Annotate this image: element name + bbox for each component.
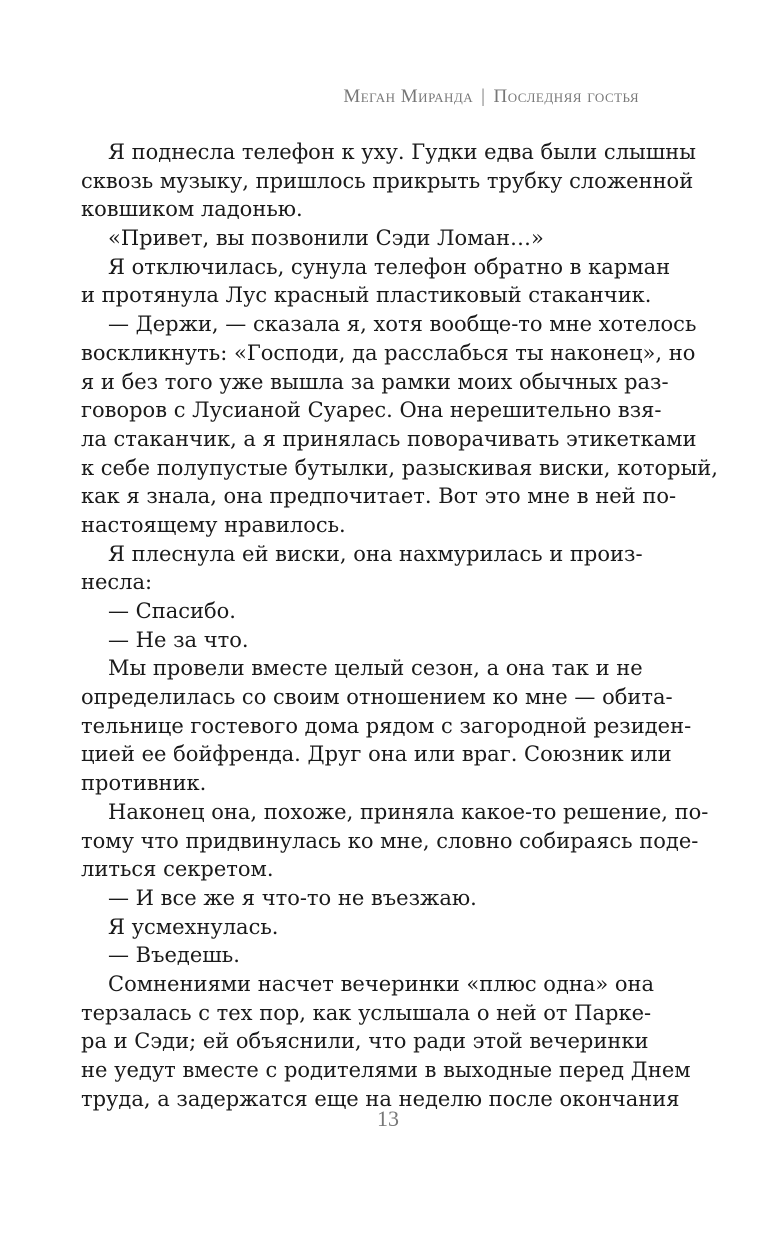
text-line: говоров с Лусианой Суарес. Она нерешительно взя- bbox=[81, 398, 662, 423]
text-line: определилась со своим отношением ко мне — обита- bbox=[81, 685, 673, 710]
running-head-author: Меган Миранда bbox=[343, 86, 474, 107]
text-line: к себе полупустые бутылки, разыскивая виски, который, bbox=[81, 455, 718, 480]
text-line: как я знала, она предпочитает. Вот это мне в ней по- bbox=[81, 484, 677, 509]
text-line: труда, а задержатся еще на неделю после окончания bbox=[81, 1086, 680, 1111]
text-line: воскликнуть: «Господи, да расслабься ты наконец», но bbox=[81, 340, 696, 365]
text-line: Я отключилась, сунула телефон обратно в карман bbox=[108, 254, 671, 279]
text-line: Сомнениями насчет вечеринки «плюс одна» она bbox=[108, 971, 655, 996]
text-line: и протянула Лус красный пластиковый стаканчик. bbox=[81, 283, 652, 308]
running-head-separator: | bbox=[481, 86, 486, 107]
text-line: Я плеснула ей виски, она нахмурилась и произ- bbox=[108, 541, 643, 566]
text-line: Я поднесла телефон к уху. Гудки едва были слышны bbox=[108, 140, 696, 164]
text-line: тельнице гостевого дома рядом с загородной резиден- bbox=[81, 713, 692, 738]
text-line: ла стаканчик, а я принялась поворачивать этикетками bbox=[81, 426, 697, 451]
body-text bbox=[81, 138, 718, 1113]
page-number: 13 bbox=[377, 1106, 399, 1131]
text-line: — Спасибо. bbox=[108, 599, 236, 623]
running-head-title: Последняя гостья bbox=[493, 86, 639, 107]
text-line: Мы провели вместе целый сезон, а она так и не bbox=[108, 656, 643, 681]
text-line: я и без того уже вышла за рамки моих обычных раз- bbox=[81, 369, 669, 394]
text-line: ковшиком ладонью. bbox=[81, 197, 303, 222]
text-line: несла: bbox=[81, 570, 153, 595]
text-line: — Не за что. bbox=[108, 627, 249, 652]
text-line: «Привет, вы позвонили Сэди Ломан…» bbox=[108, 226, 544, 251]
text-line: — Въедешь. bbox=[108, 943, 240, 968]
text-line: не уедут вместе с родителями в выходные перед Днем bbox=[81, 1058, 691, 1082]
text-line: настоящему нравилось. bbox=[81, 512, 346, 537]
text-line: — Держи, — сказала я, хотя вообще-то мне хотелось bbox=[108, 312, 697, 337]
text-line: — И все же я что-то не въезжаю. bbox=[108, 885, 477, 910]
text-line: сквозь музыку, пришлось прикрыть трубку сложенной bbox=[81, 168, 694, 193]
text-line: цией ее бойфренда. Друг она или враг. Союзник или bbox=[81, 742, 672, 767]
running-head bbox=[343, 86, 639, 108]
text-line: Я усмехнулась. bbox=[108, 914, 279, 939]
text-line: литься секретом. bbox=[81, 857, 274, 882]
text-line: Наконец она, похоже, приняла какое-то решение, по- bbox=[108, 799, 709, 824]
text-line: ра и Сэди; ей объяснили, что ради этой вечеринки bbox=[81, 1029, 649, 1054]
text-line: терзалась с тех пор, как услышала о ней от Парке- bbox=[81, 1000, 652, 1025]
text-line: противник. bbox=[81, 771, 207, 796]
text-line: тому что придвинулась ко мне, словно собираясь поде- bbox=[81, 828, 699, 853]
